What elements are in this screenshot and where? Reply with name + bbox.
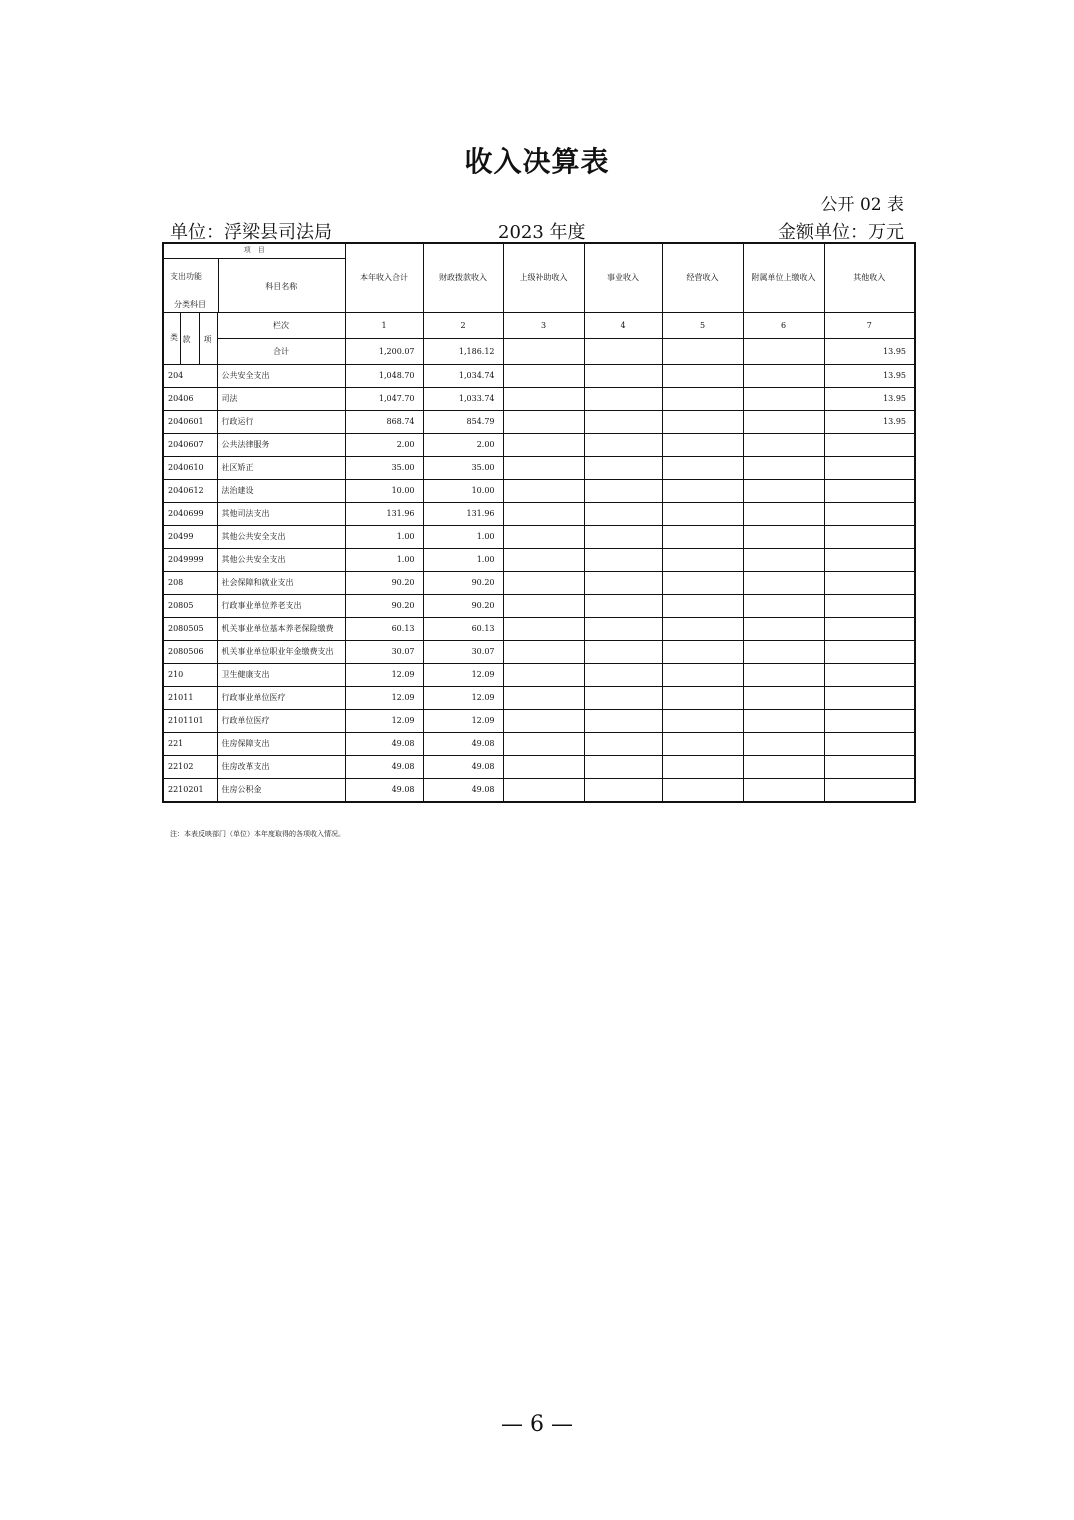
amount-cell-3 — [503, 710, 584, 733]
column-number-row — [163, 313, 915, 339]
subject-name: 公共安全支出 — [217, 365, 345, 388]
amount-cell-5 — [662, 434, 743, 457]
amount-cell-1: 49.08 — [345, 779, 423, 803]
amount-cell-4 — [584, 365, 662, 388]
header-project-cell — [163, 243, 345, 313]
amount-cell-5 — [662, 687, 743, 710]
amount-cell-7 — [824, 664, 915, 687]
lei-label: 类 — [170, 333, 178, 342]
table-row — [163, 549, 915, 572]
amount-cell-6 — [743, 733, 824, 756]
amount-cell-2: 60.13 — [423, 618, 503, 641]
amount-cell-4 — [584, 457, 662, 480]
subject-name: 住房保障支出 — [217, 733, 345, 756]
amount-cell-3 — [503, 641, 584, 664]
table-row — [163, 710, 915, 733]
amount-cell-5 — [662, 641, 743, 664]
amount-cell-1: 1,047.70 — [345, 388, 423, 411]
amount-cell-3 — [503, 457, 584, 480]
table-row — [163, 618, 915, 641]
amount-cell-1: 1.00 — [345, 549, 423, 572]
subject-code: 2210201 — [163, 779, 217, 803]
subject-code: 2049999 — [163, 549, 217, 572]
table-row — [163, 595, 915, 618]
total-value-6 — [743, 339, 824, 365]
amount-cell-6 — [743, 434, 824, 457]
subject-name: 行政运行 — [217, 411, 345, 434]
amount-cell-7: 13.95 — [824, 388, 915, 411]
amount-cell-1: 90.20 — [345, 572, 423, 595]
amount-cell-7 — [824, 641, 915, 664]
table-row — [163, 756, 915, 779]
fiscal-year: 2023 年度 — [498, 222, 586, 243]
subject-name: 行政事业单位养老支出 — [217, 595, 345, 618]
amount-cell-4 — [584, 687, 662, 710]
table-row — [163, 434, 915, 457]
table-row — [163, 411, 915, 434]
subject-name: 卫生健康支出 — [217, 664, 345, 687]
amount-cell-7: 13.95 — [824, 411, 915, 434]
subject-code: 204 — [163, 365, 217, 388]
amount-cell-6 — [743, 365, 824, 388]
amount-cell-3 — [503, 664, 584, 687]
amount-cell-7: 13.95 — [824, 365, 915, 388]
amount-cell-1: 131.96 — [345, 503, 423, 526]
amount-cell-4 — [584, 618, 662, 641]
amount-cell-6 — [743, 687, 824, 710]
amount-cell-6 — [743, 595, 824, 618]
amount-cell-1: 1,048.70 — [345, 365, 423, 388]
amount-cell-7 — [824, 779, 915, 803]
subject-name-header: 科目名称 — [265, 282, 298, 291]
amount-cell-5 — [662, 365, 743, 388]
table-row — [163, 641, 915, 664]
table-row — [163, 503, 915, 526]
amount-cell-4 — [584, 411, 662, 434]
footnote: 注：本表反映部门（单位）本年度取得的各项收入情况。 — [170, 830, 345, 838]
amount-cell-3 — [503, 434, 584, 457]
amount-cell-7 — [824, 480, 915, 503]
amount-cell-1: 30.07 — [345, 641, 423, 664]
col-header-6: 附属单位上缴收入 — [743, 243, 824, 313]
amount-cell-1: 868.74 — [345, 411, 423, 434]
amount-cell-2: 1,033.74 — [423, 388, 503, 411]
amount-cell-6 — [743, 411, 824, 434]
subject-name: 行政事业单位医疗 — [217, 687, 345, 710]
amount-cell-1: 12.09 — [345, 687, 423, 710]
amount-cell-7 — [824, 549, 915, 572]
amount-cell-2: 49.08 — [423, 779, 503, 803]
amount-cell-4 — [584, 779, 662, 803]
amount-cell-5 — [662, 480, 743, 503]
subject-name: 住房改革支出 — [217, 756, 345, 779]
subject-code: 2040601 — [163, 411, 217, 434]
amount-cell-3 — [503, 411, 584, 434]
subject-name: 法治建设 — [217, 480, 345, 503]
kuan-cell — [180, 313, 199, 365]
subject-code: 22102 — [163, 756, 217, 779]
amount-cell-1: 49.08 — [345, 756, 423, 779]
col-number-5: 5 — [662, 313, 743, 339]
subject-code: 208 — [163, 572, 217, 595]
amount-cell-7 — [824, 572, 915, 595]
xiang-label: 项 — [203, 335, 212, 344]
table-row — [163, 664, 915, 687]
lei-cell — [163, 313, 180, 365]
amount-cell-4 — [584, 710, 662, 733]
amount-cell-3 — [503, 779, 584, 803]
subject-name: 社区矫正 — [217, 457, 345, 480]
total-value-3 — [503, 339, 584, 365]
amount-cell-3 — [503, 618, 584, 641]
subject-code: 2101101 — [163, 710, 217, 733]
amount-cell-1: 35.00 — [345, 457, 423, 480]
total-value-4 — [584, 339, 662, 365]
amount-cell-2: 1,034.74 — [423, 365, 503, 388]
amount-cell-1: 2.00 — [345, 434, 423, 457]
amount-cell-5 — [662, 664, 743, 687]
col-number-4: 4 — [584, 313, 662, 339]
amount-cell-5 — [662, 733, 743, 756]
document-title: 收入决算表 — [464, 145, 610, 178]
amount-cell-4 — [584, 595, 662, 618]
amount-cell-3 — [503, 595, 584, 618]
subject-code: 21011 — [163, 687, 217, 710]
amount-cell-5 — [662, 710, 743, 733]
subject-code: 221 — [163, 733, 217, 756]
amount-cell-7 — [824, 526, 915, 549]
amount-cell-4 — [584, 733, 662, 756]
amount-cell-7 — [824, 733, 915, 756]
subject-code: 2040699 — [163, 503, 217, 526]
amount-cell-3 — [503, 549, 584, 572]
amount-cell-5 — [662, 526, 743, 549]
table-row — [163, 733, 915, 756]
amount-cell-2: 35.00 — [423, 457, 503, 480]
amount-cell-7 — [824, 618, 915, 641]
amount-cell-7 — [824, 710, 915, 733]
col-header-5: 经营收入 — [662, 243, 743, 313]
amount-cell-1: 60.13 — [345, 618, 423, 641]
amount-cell-4 — [584, 641, 662, 664]
amount-cell-3 — [503, 756, 584, 779]
amount-cell-5 — [662, 457, 743, 480]
amount-cell-4 — [584, 756, 662, 779]
xiang-cell — [199, 313, 217, 365]
amount-cell-6 — [743, 641, 824, 664]
col-number-7: 7 — [824, 313, 915, 339]
amount-cell-2: 131.96 — [423, 503, 503, 526]
amount-cell-5 — [662, 503, 743, 526]
amount-cell-1: 1.00 — [345, 526, 423, 549]
total-label: 合计 — [217, 339, 345, 365]
amount-cell-5 — [662, 411, 743, 434]
total-value-1: 1,200.07 — [345, 339, 423, 365]
amount-cell-4 — [584, 388, 662, 411]
amount-cell-2: 90.20 — [423, 595, 503, 618]
amount-cell-5 — [662, 549, 743, 572]
lanci-label: 栏次 — [217, 313, 345, 339]
col-header-4: 事业收入 — [584, 243, 662, 313]
amount-cell-4 — [584, 480, 662, 503]
subject-name: 社会保障和就业支出 — [217, 572, 345, 595]
table-row — [163, 480, 915, 503]
amount-cell-6 — [743, 457, 824, 480]
amount-cell-4 — [584, 434, 662, 457]
subject-name: 其他公共安全支出 — [217, 526, 345, 549]
amount-cell-1: 90.20 — [345, 595, 423, 618]
table-row — [163, 779, 915, 803]
amount-cell-1: 49.08 — [345, 733, 423, 756]
amount-cell-4 — [584, 572, 662, 595]
amount-cell-2: 1.00 — [423, 549, 503, 572]
amount-cell-2: 12.09 — [423, 664, 503, 687]
table-row — [163, 457, 915, 480]
subject-name: 公共法律服务 — [217, 434, 345, 457]
amount-cell-2: 854.79 — [423, 411, 503, 434]
func-class-bottom: 分类科目 — [174, 300, 206, 309]
total-row — [163, 339, 915, 365]
amount-cell-6 — [743, 756, 824, 779]
amount-cell-1: 12.09 — [345, 664, 423, 687]
amount-cell-6 — [743, 526, 824, 549]
subject-code: 2040612 — [163, 480, 217, 503]
subject-code: 20499 — [163, 526, 217, 549]
subject-name: 其他司法支出 — [217, 503, 345, 526]
subject-name: 机关事业单位基本养老保险缴费 — [217, 618, 345, 641]
amount-cell-3 — [503, 503, 584, 526]
amount-cell-7 — [824, 434, 915, 457]
income-statement-table — [162, 242, 916, 803]
subject-code: 210 — [163, 664, 217, 687]
subject-name: 住房公积金 — [217, 779, 345, 803]
col-number-6: 6 — [743, 313, 824, 339]
form-number: 公开 02 表 — [820, 195, 904, 215]
col-header-3: 上级补助收入 — [503, 243, 584, 313]
subject-name: 司法 — [217, 388, 345, 411]
amount-cell-3 — [503, 480, 584, 503]
total-value-5 — [662, 339, 743, 365]
amount-cell-6 — [743, 779, 824, 803]
amount-cell-6 — [743, 388, 824, 411]
amount-cell-2: 12.09 — [423, 687, 503, 710]
amount-cell-3 — [503, 388, 584, 411]
amount-cell-3 — [503, 365, 584, 388]
amount-cell-3 — [503, 526, 584, 549]
subject-code: 20805 — [163, 595, 217, 618]
amount-cell-5 — [662, 779, 743, 803]
amount-cell-2: 49.08 — [423, 733, 503, 756]
amount-cell-5 — [662, 595, 743, 618]
amount-cell-6 — [743, 710, 824, 733]
amount-cell-6 — [743, 480, 824, 503]
amount-cell-4 — [584, 526, 662, 549]
amount-cell-4 — [584, 549, 662, 572]
amount-cell-5 — [662, 618, 743, 641]
amount-cell-1: 10.00 — [345, 480, 423, 503]
amount-cell-7 — [824, 756, 915, 779]
project-label: 项 目 — [164, 244, 345, 259]
unit-label: 单位：浮梁县司法局 — [170, 222, 332, 243]
subject-code: 2080505 — [163, 618, 217, 641]
amount-cell-3 — [503, 572, 584, 595]
amount-cell-6 — [743, 549, 824, 572]
table-row — [163, 526, 915, 549]
col-header-7: 其他收入 — [824, 243, 915, 313]
subject-code: 20406 — [163, 388, 217, 411]
subject-code: 2080506 — [163, 641, 217, 664]
page-number: — 6 — — [501, 1412, 573, 1437]
amount-cell-2: 90.20 — [423, 572, 503, 595]
func-class-top: 支出功能 — [170, 272, 202, 281]
amount-cell-6 — [743, 572, 824, 595]
total-value-2: 1,186.12 — [423, 339, 503, 365]
amount-cell-2: 10.00 — [423, 480, 503, 503]
kuan-label: 款 — [182, 335, 191, 344]
amount-cell-2: 12.09 — [423, 710, 503, 733]
amount-cell-6 — [743, 618, 824, 641]
amount-cell-6 — [743, 664, 824, 687]
amount-cell-5 — [662, 388, 743, 411]
amount-cell-2: 49.08 — [423, 756, 503, 779]
amount-cell-4 — [584, 503, 662, 526]
amount-unit: 金额单位：万元 — [778, 222, 904, 243]
subject-code: 2040610 — [163, 457, 217, 480]
amount-cell-2: 2.00 — [423, 434, 503, 457]
col-number-1: 1 — [345, 313, 423, 339]
amount-cell-3 — [503, 733, 584, 756]
amount-cell-2: 1.00 — [423, 526, 503, 549]
table-row — [163, 388, 915, 411]
amount-cell-2: 30.07 — [423, 641, 503, 664]
amount-cell-7 — [824, 457, 915, 480]
amount-cell-6 — [743, 503, 824, 526]
subject-name: 机关事业单位职业年金缴费支出 — [217, 641, 345, 664]
amount-cell-3 — [503, 687, 584, 710]
amount-cell-1: 12.09 — [345, 710, 423, 733]
amount-cell-4 — [584, 664, 662, 687]
subject-code: 2040607 — [163, 434, 217, 457]
table-row — [163, 687, 915, 710]
header-row — [163, 243, 915, 313]
amount-cell-7 — [824, 595, 915, 618]
table-row — [163, 572, 915, 595]
table-row — [163, 365, 915, 388]
col-number-2: 2 — [423, 313, 503, 339]
col-number-3: 3 — [503, 313, 584, 339]
col-header-1: 本年收入合计 — [345, 243, 423, 313]
total-value-7: 13.95 — [824, 339, 915, 365]
subject-name: 其他公共安全支出 — [217, 549, 345, 572]
amount-cell-7 — [824, 687, 915, 710]
amount-cell-5 — [662, 572, 743, 595]
subject-name: 行政单位医疗 — [217, 710, 345, 733]
amount-cell-5 — [662, 756, 743, 779]
amount-cell-7 — [824, 503, 915, 526]
col-header-2: 财政拨款收入 — [423, 243, 503, 313]
